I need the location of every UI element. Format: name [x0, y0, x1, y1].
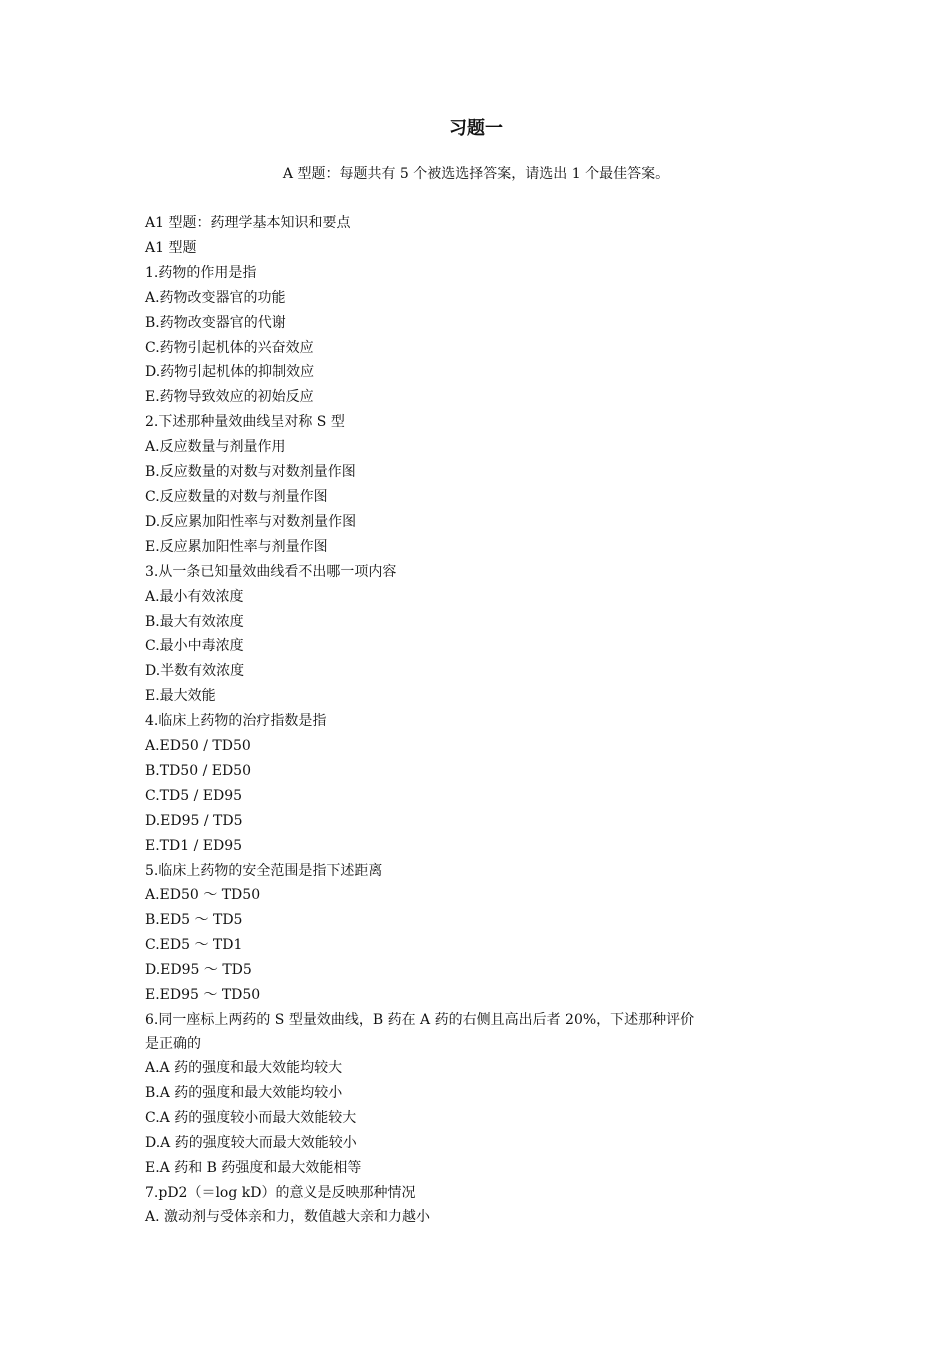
option-line: A.药物改变器官的功能: [145, 289, 286, 306]
option-line: A. 激动剂与受体亲和力，数值越大亲和力越小: [145, 1209, 431, 1226]
option-line: D.药物引起机体的抑制效应: [145, 364, 315, 381]
option-line: B.药物改变器官的代谢: [145, 314, 286, 331]
section-heading: A1 型题：药理学基本知识和要点: [145, 215, 351, 231]
option-line: E.TD1 / ED95: [145, 837, 243, 854]
option-line: A.反应数量与剂量作用: [145, 439, 286, 456]
option-line: B.最大有效浓度: [145, 613, 244, 630]
option-line: D.ED95 / TD5: [145, 812, 243, 829]
option-line: A.ED50 ～ TD50: [145, 887, 261, 904]
question-2: 2.下述那种量效曲线呈对称 S 型: [145, 414, 345, 431]
option-line: B.ED5 ～ TD5: [145, 912, 243, 929]
instructions: A 型题：每题共有 5 个被选选择答案，请选出 1 个最佳答案。: [282, 166, 670, 182]
option-line: A.A 药的强度和最大效能均较大: [145, 1060, 343, 1076]
question-6: 6.同一座标上两药的 S 型量效曲线，B 药在 A 药的右侧且高出后者 20%，下述那种评价是正确的: [145, 1012, 695, 1052]
option-line: C.ED5 ～ TD1: [145, 937, 243, 954]
option-line: D.A 药的强度较大而最大效能较小: [145, 1134, 357, 1151]
page-title: 习题一: [449, 118, 503, 139]
option-line: D.半数有效浓度: [145, 663, 245, 680]
option-line: A.ED50 / TD50: [145, 738, 251, 755]
option-line: B.TD50 / ED50: [145, 762, 251, 779]
option-line: C.最小中毒浓度: [145, 638, 244, 655]
question-list: [145, 211, 705, 1230]
option-line: B.反应数量的对数与对数剂量作图: [145, 464, 356, 481]
option-line: C.反应数量的对数与剂量作图: [145, 488, 328, 505]
section-subheading: A1 型题: [145, 239, 197, 256]
option-line: C.A 药的强度较小而最大效能较大: [145, 1109, 357, 1126]
option-line: E.ED95 ～ TD50: [145, 987, 261, 1004]
question-4: 4.临床上药物的治疗指数是指: [145, 713, 327, 730]
question-7: 7.pD2（＝log kD）的意义是反映那种情况: [145, 1184, 416, 1201]
option-line: D.ED95 ～ TD5: [145, 962, 252, 979]
option-line: B.A 药的强度和最大效能均较小: [145, 1084, 343, 1101]
option-line: D.反应累加阳性率与对数剂量作图: [145, 513, 357, 530]
option-line: E.药物导致效应的初始反应: [145, 389, 314, 406]
option-line: C.TD5 / ED95: [145, 787, 243, 804]
option-line: E.最大效能: [145, 688, 216, 705]
question-1: 1.药物的作用是指: [145, 264, 257, 281]
question-5: 5.临床上药物的安全范围是指下述距离: [145, 862, 383, 879]
question-3: 3.从一条已知量效曲线看不出哪一项内容: [145, 563, 397, 580]
option-line: E.反应累加阳性率与剂量作图: [145, 538, 328, 555]
option-line: E.A 药和 B 药强度和最大效能相等: [145, 1159, 362, 1176]
option-line: A.最小有效浓度: [145, 588, 244, 605]
option-line: C.药物引起机体的兴奋效应: [145, 339, 314, 356]
